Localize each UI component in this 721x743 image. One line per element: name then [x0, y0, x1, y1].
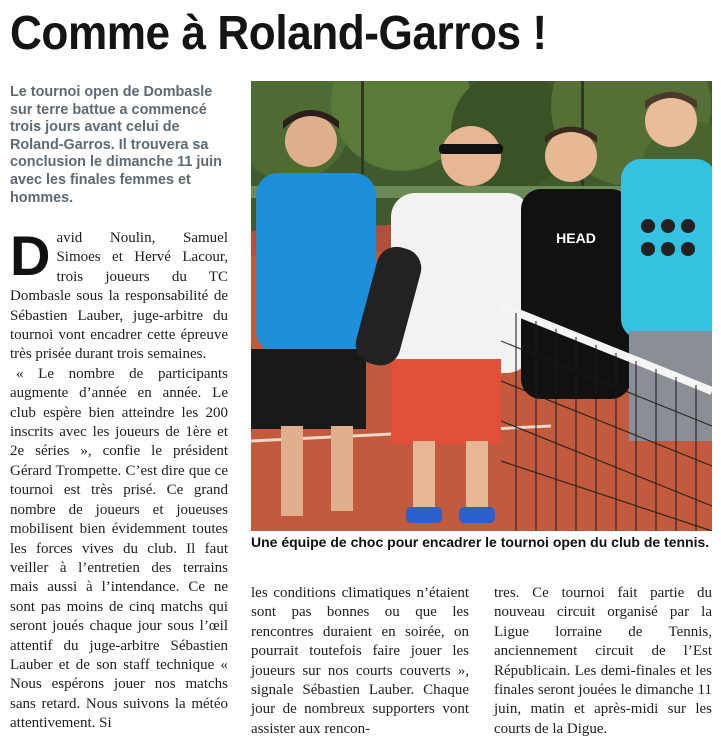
tennis-players-photo	[251, 81, 712, 531]
column-2-text: les conditions climatiques n’étaient sont pas bonnes ou que les rencontres duraient en soirée, on pourrait toutefois faire jouer les joueurs sur nos courts couverts », signale Sébastien Lauber. Chaque jour de nombreux supporters vont assister aux rencon-	[251, 585, 469, 737]
photo-caption: Une équipe de choc pour encadrer le tournoi open du club de tennis.	[251, 534, 710, 550]
dropcap: D	[10, 224, 51, 287]
head-logo: HEAD	[556, 230, 596, 246]
paragraph-1-text: avid Noulin, Samuel Simoes et Hervé Lacour, trois joueurs du TC Dombasle sous la responsabilité de Sébastien Lauber, juge-arbitre du tournoi vont encadrer cette épreuve très prisée durant trois semaines.	[10, 230, 228, 363]
paragraph-1	[10, 224, 228, 365]
article-column-1	[10, 224, 228, 734]
photo-illustration	[251, 81, 712, 531]
paragraph-2: « Le nombre de participants augmente d’année en année. Le club espère bien atteindre les 200 inscrits avec les joueurs de 1ère et 2e séries », confie le président Gérard Trompette. C’est dire que ce tournoi est très prisé. Ce grand nombre de joueurs et joueuses mobilisent bien évidemment toutes les forces vives du club. Il faut veiller à l’entretien des terrains mais aussi à l’intendance. Ce ne sont pas moins de cinq matchs qui seront joués chaque jour sous l’œil attentif du juge-arbitre Sébastien Lauber et de son staff technique « Nous espérons jouer nos matchs sans retard. Nous suivons la météo attentivement. Si	[10, 365, 228, 732]
article-column-3	[494, 584, 712, 739]
headline: Comme à Roland-Garros !	[10, 7, 547, 60]
column-3-text: tres. Ce tournoi fait partie du nouveau circuit organisé par la Ligue lorraine de Tennis, anciennement circuit de l’Est Républicain. Les demi-finales et les finales seront jouées le dimanche 11 juin, matin et après-midi sur les courts de la Digue.	[494, 585, 712, 737]
article-column-2	[251, 584, 469, 739]
lead-paragraph: Le tournoi open de Dombasle sur terre battue a commencé trois jours avant celui de Roland-Garros. Il trouvera sa conclusion le dimanche 11 juin avec les finales femmes et hommes.	[10, 84, 222, 206]
